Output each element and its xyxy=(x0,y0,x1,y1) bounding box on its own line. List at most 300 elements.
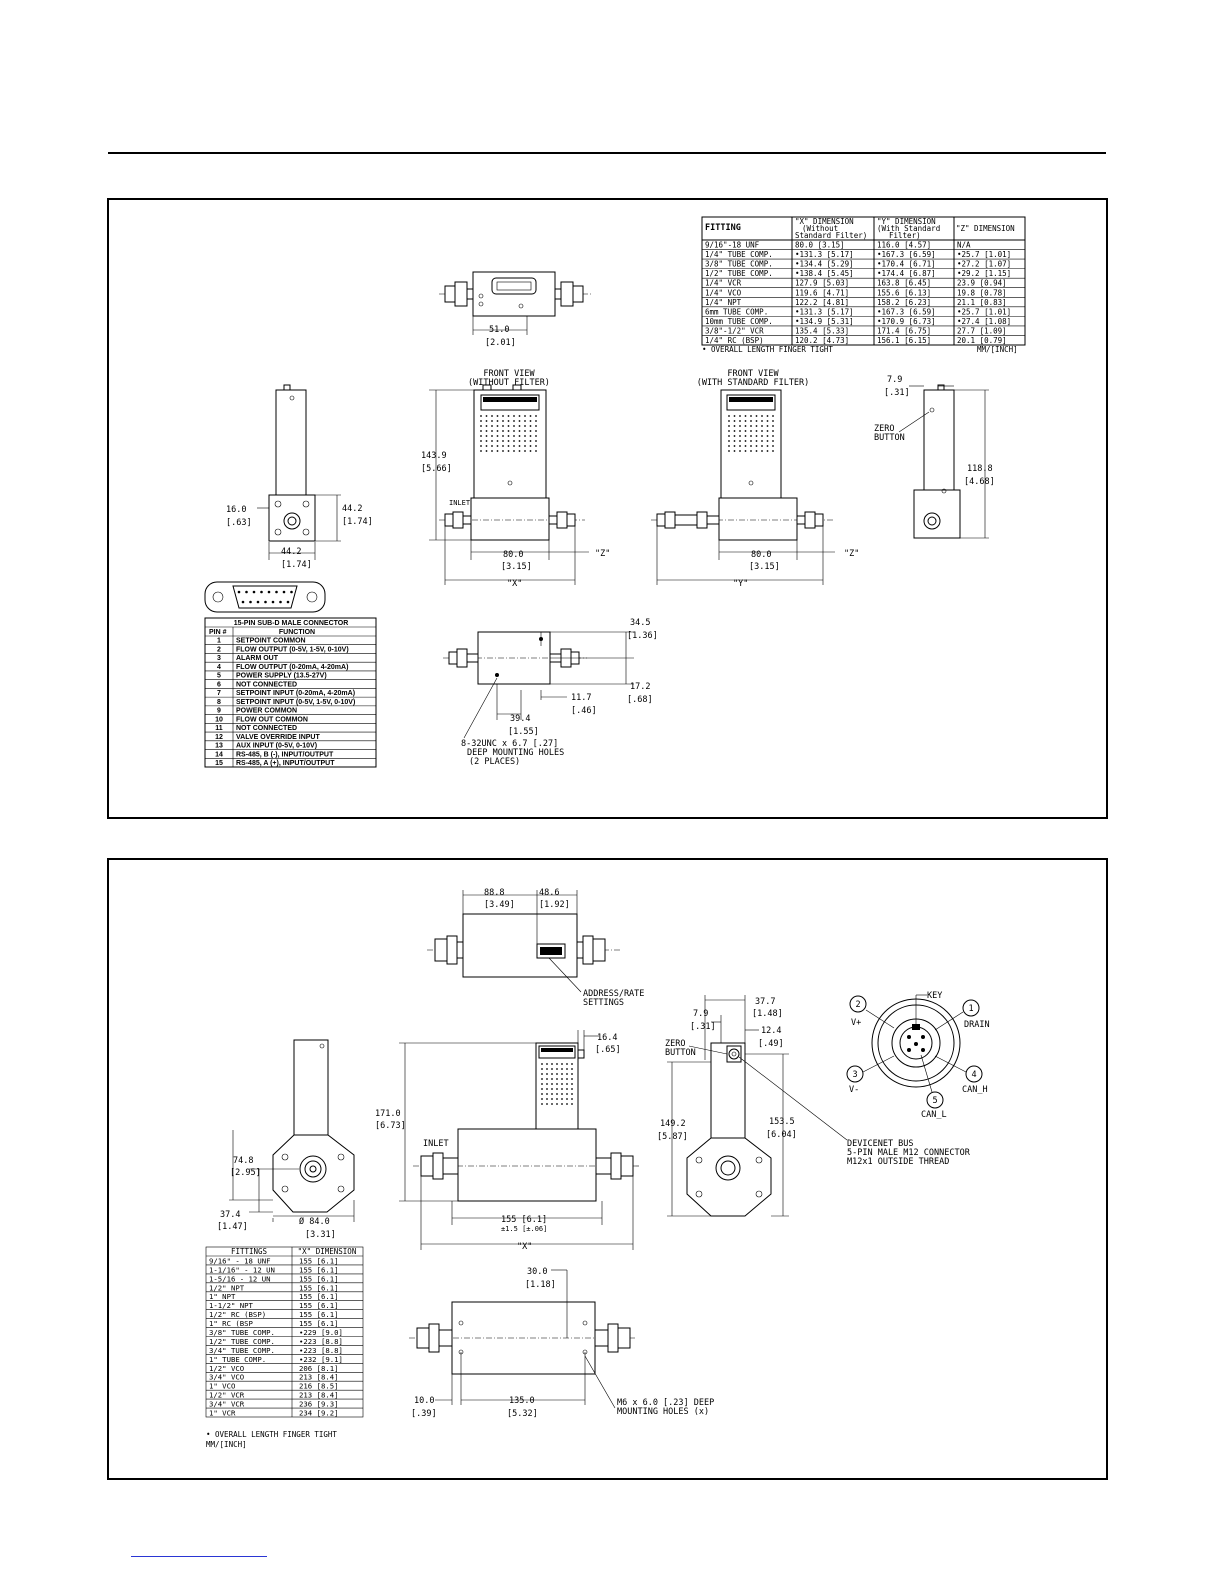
vent-dot xyxy=(519,415,521,417)
fittings-cell: 1/2" TUBE COMP. xyxy=(705,269,773,279)
pin-number-cell: 4 xyxy=(217,663,221,671)
vent-dot xyxy=(524,430,526,432)
vent-dot xyxy=(513,435,515,437)
x-label: "X" xyxy=(507,579,523,589)
fittings-cell: 156.1 [6.15] xyxy=(877,336,932,345)
m6-note-2: MOUNTING HOLES (x) xyxy=(617,1407,710,1417)
fittings-cell: 122.2 [4.81] xyxy=(795,297,850,307)
d1350-label: 135.0 xyxy=(509,1396,535,1406)
pin-function-cell: FLOW OUTPUT (0-20mA, 4-20mA) xyxy=(236,663,349,671)
vent-dot xyxy=(524,440,526,442)
header-rule xyxy=(108,152,1106,154)
pin4-number: 4 xyxy=(971,1070,977,1080)
top-486-inch: [1.92] xyxy=(539,900,570,910)
pin-number-header: PIN # xyxy=(209,629,227,636)
sub-d-pin-dot xyxy=(253,591,256,594)
fittings-cell: 1/4" TUBE COMP. xyxy=(705,250,773,260)
bottom-view-device-2 xyxy=(409,1270,637,1408)
d171-label: 171.0 xyxy=(375,1109,401,1119)
vent-dot xyxy=(571,1063,573,1065)
fittings-cell-2: 1/2" NPT xyxy=(209,1283,245,1293)
vent-dot xyxy=(508,435,510,437)
vent-dot xyxy=(551,1073,553,1075)
vent-dot xyxy=(535,445,537,447)
fittings-cell-2: 3/8" TUBE COMP. xyxy=(209,1328,275,1337)
pin2-label: V+ xyxy=(851,1018,862,1028)
pin-function-cell: RS-485, B (-), INPUT/OUTPUT xyxy=(236,751,334,759)
vent-dot xyxy=(761,445,763,447)
d1535-label: 153.5 xyxy=(769,1117,795,1127)
x-dimension-cell-2: 236 [9.3] xyxy=(299,1399,339,1409)
pin5-label: CAN_L xyxy=(921,1110,947,1120)
vent-dot xyxy=(556,1073,558,1075)
vent-dot xyxy=(502,435,504,437)
bottom-345-label: 34.5 xyxy=(630,618,651,628)
button-label-2: BUTTON xyxy=(665,1048,696,1058)
dimension-drawing-panel-high-flow xyxy=(107,858,1108,1480)
vent-dot xyxy=(551,1078,553,1080)
vent-dot xyxy=(761,420,763,422)
base-80-label: 80.0 xyxy=(503,550,524,560)
vent-dot xyxy=(761,440,763,442)
vent-dot xyxy=(524,450,526,452)
vent-dot xyxy=(772,435,774,437)
d377-label: 37.7 xyxy=(755,997,776,1007)
vent-dot xyxy=(480,430,482,432)
vent-dot xyxy=(750,445,752,447)
panel2-drawing xyxy=(109,860,1106,1478)
vent-dot xyxy=(546,1063,548,1065)
fittings-cell: 1/4" VCO xyxy=(705,288,742,298)
vent-dot xyxy=(486,415,488,417)
x-dimension-cell-2: 155 [6.1] xyxy=(299,1283,339,1293)
d124-inch: [.49] xyxy=(758,1039,784,1049)
vent-dot xyxy=(519,435,521,437)
devicenet-label-1: DEVICENET BUS xyxy=(847,1139,914,1149)
vent-dot xyxy=(767,435,769,437)
sub-d-pin-dot xyxy=(290,591,293,594)
vent-dot xyxy=(734,445,736,447)
vent-dot xyxy=(750,435,752,437)
fitting-header: FITTING xyxy=(705,223,741,233)
vent-dot xyxy=(571,1068,573,1070)
y-label: "Y" xyxy=(733,579,749,589)
d155-tolerance: ±1.5 [±.06] xyxy=(501,1225,548,1233)
vent-dot xyxy=(750,425,752,427)
pin-function-cell: NOT CONNECTED xyxy=(236,725,298,733)
x-dimension-cell-2: •229 [9.0] xyxy=(299,1328,343,1337)
vent-dot xyxy=(750,440,752,442)
d124-label: 12.4 xyxy=(761,1026,782,1036)
sub-d-pin-dot xyxy=(245,591,248,594)
vent-dot xyxy=(745,450,747,452)
pin3-number: 3 xyxy=(852,1070,858,1080)
devicenet-label-3: M12x1 OUTSIDE THREAD xyxy=(847,1157,950,1167)
fittings-cell: •131.3 [5.17] xyxy=(795,307,854,317)
vent-dot xyxy=(756,420,758,422)
vent-dot xyxy=(551,1093,553,1095)
pin-number-cell: 11 xyxy=(215,725,223,733)
vent-dot xyxy=(734,425,736,427)
height-inch: [5.66] xyxy=(421,464,452,474)
sub-d-pin-dot xyxy=(257,601,260,604)
vent-dot xyxy=(745,420,747,422)
fittings-cell: •134.4 [5.29] xyxy=(795,259,854,269)
pin-number-cell: 12 xyxy=(215,733,223,741)
y-dimension-header-3: Filter) xyxy=(889,231,921,240)
vent-dot xyxy=(571,1103,573,1105)
vent-dot xyxy=(750,430,752,432)
x-dimension-cell-2: 213 [8.4] xyxy=(299,1390,339,1400)
top-width-inch: [2.01] xyxy=(485,338,516,348)
vent-dot xyxy=(566,1068,568,1070)
x-dimension-header-2: "X" DIMENSION xyxy=(297,1247,357,1256)
bottom-345-inch: [1.36] xyxy=(627,631,658,641)
vent-dot xyxy=(502,450,504,452)
vent-dot xyxy=(556,1103,558,1105)
fittings-cell: 19.8 [0.78] xyxy=(957,288,1007,298)
pin-number-cell: 6 xyxy=(217,681,221,689)
fittings-cell-2: 3/4" VCO xyxy=(209,1372,245,1382)
fittings-cell-2: 1" NPT xyxy=(209,1292,236,1302)
vent-dot xyxy=(745,415,747,417)
sub-d-pin-dot xyxy=(242,601,245,604)
vent-dot xyxy=(541,1103,543,1105)
vent-dot xyxy=(541,1068,543,1070)
side-16-label: 16.0 xyxy=(226,505,247,515)
dimension-drawing-panel-standard xyxy=(107,198,1108,819)
vent-dot xyxy=(728,420,730,422)
vent-dot xyxy=(486,435,488,437)
vent-dot xyxy=(756,450,758,452)
settings-label: SETTINGS xyxy=(583,998,624,1008)
vent-dot xyxy=(756,430,758,432)
x-dimension-header-1: "X" DIMENSION xyxy=(795,217,854,226)
x-dimension-cell-2: 155 [6.1] xyxy=(299,1292,339,1302)
fittings-cell: 20.1 [0.79] xyxy=(957,336,1007,345)
inlet-label: INLET xyxy=(449,499,471,507)
fittings-cell-2: 1-5/16 - 12 UN xyxy=(209,1274,271,1284)
y-dimension-header-2: (With Standard xyxy=(877,224,941,233)
fittings-cell: 23.9 [0.94] xyxy=(957,278,1007,288)
vent-dot xyxy=(508,445,510,447)
pin-number-cell: 10 xyxy=(215,716,223,724)
fittings-cell: 6mm TUBE COMP. xyxy=(705,307,769,317)
vent-dot xyxy=(561,1083,563,1085)
vent-dot xyxy=(535,440,537,442)
fittings-cell: 3/8" TUBE COMP. xyxy=(705,259,773,269)
fittings-cell-2: 1/2" VCO xyxy=(209,1363,245,1373)
d748-inch: [2.95] xyxy=(230,1168,261,1178)
fittings-table-rows xyxy=(702,241,1025,345)
vent-dot xyxy=(561,1063,563,1065)
fittings-cell: •29.2 [1.15] xyxy=(957,269,1012,279)
x-dimension-cell-2: •223 [8.8] xyxy=(299,1345,343,1355)
pin-function-cell: SETPOINT COMMON xyxy=(236,637,306,645)
fittings-cell-2: 9/16" - 18 UNF xyxy=(209,1256,271,1266)
pin-function-cell: POWER SUPPLY (13.5-27V) xyxy=(236,672,327,680)
pin-function-cell: AUX INPUT (0-5V, 0-10V) xyxy=(236,742,318,750)
vent-dot xyxy=(546,1098,548,1100)
d1492-label: 149.2 xyxy=(660,1119,686,1129)
pin-number-cell: 7 xyxy=(217,690,221,698)
fittings-cell: 119.6 [4.71] xyxy=(795,288,850,298)
vent-dot xyxy=(491,430,493,432)
fittings-cell: 21.1 [0.83] xyxy=(957,297,1007,307)
vent-dot xyxy=(480,440,482,442)
pin-function-cell: VALVE OVERRIDE INPUT xyxy=(236,733,320,741)
y-dimension-header-1: "Y" DIMENSION xyxy=(877,217,936,226)
vent-dot xyxy=(502,430,504,432)
fittings-cell-2: 1-1/2" NPT xyxy=(209,1301,253,1311)
front-view-title-2: FRONT VIEW xyxy=(727,369,779,379)
vent-dot xyxy=(739,415,741,417)
sub-d-pin-dot xyxy=(279,601,282,604)
side-442-horizontal-inch: [1.74] xyxy=(281,560,312,570)
vent-dot xyxy=(497,415,499,417)
sub-d-pin-dot xyxy=(260,591,263,594)
vent-dot xyxy=(728,445,730,447)
pin2-number: 2 xyxy=(855,1000,861,1010)
d84-inch: [3.31] xyxy=(305,1230,336,1240)
front-view-title-1: FRONT VIEW xyxy=(483,369,535,379)
devicenet-label-2: 5-PIN MALE M12 CONNECTOR xyxy=(847,1148,970,1158)
vent-dot xyxy=(739,425,741,427)
sub-d-pin-dot xyxy=(275,591,278,594)
sub-d-pin-dot xyxy=(264,601,267,604)
vent-dot xyxy=(566,1083,568,1085)
vent-dot xyxy=(491,440,493,442)
vent-dot xyxy=(767,445,769,447)
d300-inch: [1.18] xyxy=(525,1280,556,1290)
vent-dot xyxy=(530,420,532,422)
vent-dot xyxy=(551,1063,553,1065)
fittings-cell: 127.9 [5.03] xyxy=(795,278,850,288)
vent-dot xyxy=(571,1093,573,1095)
right-79-inch: [.31] xyxy=(884,388,910,398)
vent-dot xyxy=(561,1078,563,1080)
vent-dot xyxy=(524,425,526,427)
vent-dot xyxy=(519,420,521,422)
x-dimension-cell-2: 155 [6.1] xyxy=(299,1301,339,1311)
d164-inch: [.65] xyxy=(595,1045,621,1055)
vent-dot xyxy=(728,415,730,417)
vent-dot xyxy=(739,450,741,452)
vent-dot xyxy=(728,425,730,427)
vent-dot xyxy=(734,420,736,422)
vent-dot xyxy=(497,430,499,432)
vent-dot xyxy=(756,440,758,442)
mounting-hole-note-2: DEEP MOUNTING HOLES xyxy=(467,748,565,758)
vent-dot xyxy=(541,1088,543,1090)
vent-dot xyxy=(513,420,515,422)
fittings-cell: •138.4 [5.45] xyxy=(795,269,854,279)
vent-dot xyxy=(745,425,747,427)
vent-dot xyxy=(480,420,482,422)
vent-dot xyxy=(556,1078,558,1080)
vent-dot xyxy=(772,445,774,447)
side-16-inch: [.63] xyxy=(226,518,252,528)
vent-dot xyxy=(566,1078,568,1080)
vent-dot xyxy=(508,450,510,452)
vent-dot xyxy=(556,1083,558,1085)
bottom-172-label: 17.2 xyxy=(630,682,651,692)
vent-dot xyxy=(541,1083,543,1085)
vent-dot xyxy=(497,420,499,422)
d164-label: 16.4 xyxy=(597,1033,618,1043)
fittings-cell: •174.4 [6.87] xyxy=(877,269,936,279)
vent-dot xyxy=(767,450,769,452)
panel1-drawing xyxy=(109,200,1106,817)
key-label: KEY xyxy=(927,991,943,1001)
front-view-with-filter xyxy=(651,390,835,585)
vent-dot xyxy=(772,450,774,452)
vent-dot xyxy=(566,1098,568,1100)
vent-dot xyxy=(519,445,521,447)
fittings-cell-2: 1/2" VCR xyxy=(209,1390,245,1400)
z-label-1: "Z" xyxy=(595,549,611,559)
side-view-device xyxy=(257,385,341,560)
sub-d-pin-dot xyxy=(249,601,252,604)
vent-dot xyxy=(767,415,769,417)
sub-d-pin-dot xyxy=(238,591,241,594)
d1350-inch: [5.32] xyxy=(507,1409,538,1419)
x-dimension-header-3: Standard Filter) xyxy=(795,231,868,240)
x-label-2: "X" xyxy=(517,1242,533,1252)
x-dimension-cell-2: 155 [6.1] xyxy=(299,1274,339,1284)
vent-dot xyxy=(566,1103,568,1105)
vent-dot xyxy=(541,1073,543,1075)
d100-label: 10.0 xyxy=(414,1396,435,1406)
fittings-cell: •27.4 [1.08] xyxy=(957,316,1012,326)
pin-number-cell: 5 xyxy=(217,672,221,680)
address-rate-label: ADDRESS/RATE xyxy=(583,989,645,999)
pin-function-cell: NOT CONNECTED xyxy=(236,681,298,689)
top-888-label: 88.8 xyxy=(484,888,505,898)
vent-dot xyxy=(502,425,504,427)
fittings-cell: 10mm TUBE COMP. xyxy=(705,316,773,326)
vent-dot xyxy=(530,430,532,432)
vent-dot xyxy=(739,435,741,437)
vent-dot xyxy=(530,415,532,417)
vent-dot xyxy=(524,435,526,437)
front-view-subtitle-1: (WITHOUT FILTER) xyxy=(468,378,550,388)
pin-function-cell: SETPOINT INPUT (0-20mA, 4-20mA) xyxy=(236,690,356,698)
vent-dot xyxy=(502,420,504,422)
right-79-label: 7.9 xyxy=(887,375,903,385)
x-dimension-header-2: (Without xyxy=(802,224,839,233)
top-view-device xyxy=(439,272,593,335)
vent-dot xyxy=(551,1083,553,1085)
vent-dot xyxy=(524,420,526,422)
base-80-inch-2: [3.15] xyxy=(749,562,780,572)
vent-dot xyxy=(566,1073,568,1075)
vent-dot xyxy=(745,435,747,437)
vent-dot xyxy=(519,450,521,452)
vent-dot xyxy=(734,450,736,452)
vent-dot xyxy=(745,430,747,432)
d300-label: 30.0 xyxy=(527,1267,548,1277)
vent-dot xyxy=(546,1073,548,1075)
right-1188-label: 118.8 xyxy=(967,464,993,474)
d1492-inch: [5.87] xyxy=(657,1132,688,1142)
vent-dot xyxy=(734,430,736,432)
fittings-cell: N/A xyxy=(957,240,971,250)
x-dimension-cell-2: 155 [6.1] xyxy=(299,1265,339,1275)
vent-dot xyxy=(551,1098,553,1100)
x-dimension-cell-2: •232 [9.1] xyxy=(299,1354,343,1364)
d155-label: 155 [6.1] xyxy=(501,1215,548,1225)
vent-dot xyxy=(497,450,499,452)
vent-dot xyxy=(561,1103,563,1105)
vent-dot xyxy=(535,415,537,417)
vent-dot xyxy=(513,440,515,442)
vent-dot xyxy=(546,1103,548,1105)
vent-dot xyxy=(571,1088,573,1090)
zero-label: ZERO xyxy=(874,424,895,434)
vent-dot xyxy=(756,415,758,417)
fittings-cell: 1/4" VCR xyxy=(705,278,742,288)
vent-dot xyxy=(480,425,482,427)
fittings-cell: 171.4 [6.75] xyxy=(877,326,932,336)
vent-dot xyxy=(486,430,488,432)
vent-dot xyxy=(541,1063,543,1065)
vent-dot xyxy=(513,430,515,432)
base-80-inch: [3.15] xyxy=(501,562,532,572)
vent-dot xyxy=(530,450,532,452)
vent-dot xyxy=(502,445,504,447)
vent-dot xyxy=(734,440,736,442)
vent-dot xyxy=(530,440,532,442)
fittings-cell: 116.0 [4.57] xyxy=(877,240,932,250)
fittings-cell: •170.9 [6.73] xyxy=(877,316,936,326)
fittings-cell-2: 1/2" TUBE COMP. xyxy=(209,1336,275,1346)
pin-number-cell: 2 xyxy=(217,646,221,654)
vent-dot xyxy=(524,445,526,447)
vent-dot xyxy=(486,450,488,452)
vent-dot xyxy=(524,415,526,417)
mounting-hole-note-1: 8-32UNC x 6.7 [.27] xyxy=(461,739,559,749)
vent-dot xyxy=(513,415,515,417)
d100-inch: [.39] xyxy=(411,1409,437,1419)
bottom-394-label: 39.4 xyxy=(510,714,531,724)
vent-dot xyxy=(767,420,769,422)
vent-dot xyxy=(728,450,730,452)
vent-dot xyxy=(745,445,747,447)
vent-dot xyxy=(756,445,758,447)
vent-dot xyxy=(519,440,521,442)
fittings-cell: •170.4 [6.71] xyxy=(877,259,936,269)
pin-function-cell: SETPOINT INPUT (0-5V, 1-5V, 0-10V) xyxy=(236,698,356,706)
vent-dot xyxy=(739,430,741,432)
units-note-2: MM/[INCH] xyxy=(206,1440,247,1449)
vent-dot xyxy=(556,1068,558,1070)
sub-d-pin-dot xyxy=(283,591,286,594)
vent-dot xyxy=(508,425,510,427)
inlet-label-2: INLET xyxy=(423,1139,449,1149)
vent-dot xyxy=(480,445,482,447)
vent-dot xyxy=(486,420,488,422)
vent-dot xyxy=(491,435,493,437)
front-view-subtitle-2: (WITH STANDARD FILTER) xyxy=(696,378,810,388)
d374-inch: [1.47] xyxy=(217,1222,248,1232)
pin-function-cell: ALARM OUT xyxy=(236,655,278,663)
fittings-cell: 155.6 [6.13] xyxy=(877,288,932,298)
vent-dot xyxy=(491,420,493,422)
fittings-cell-2: 1" VCR xyxy=(209,1408,236,1418)
fittings-cell: 27.7 [1.09] xyxy=(957,326,1007,336)
x-dimension-cell-2: 213 [8.4] xyxy=(299,1372,339,1382)
